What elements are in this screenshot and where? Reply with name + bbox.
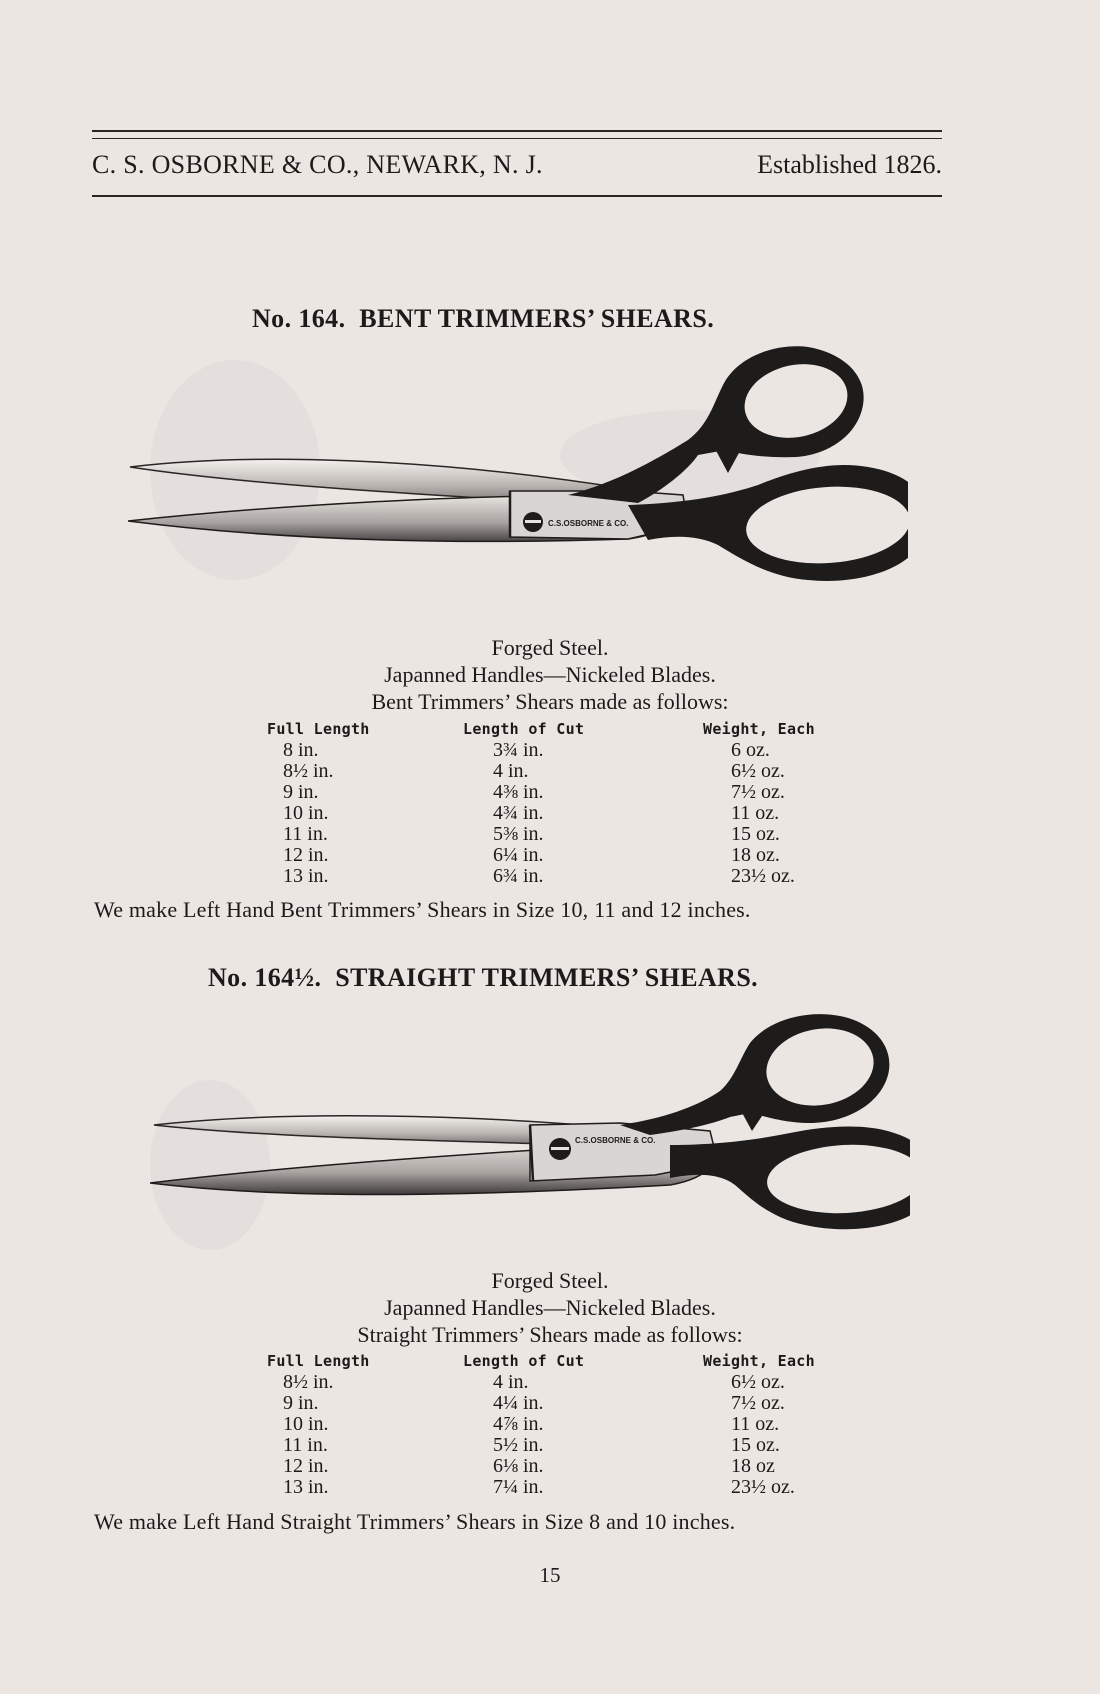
page-number: 15 — [539, 1563, 561, 1587]
stamp-text: C.S.OSBORNE & CO. — [548, 519, 629, 528]
length-of-cut-cell: 4 in. — [493, 760, 529, 782]
description-line: Forged Steel. — [491, 1268, 609, 1293]
weight-cell: 11 oz. — [731, 1413, 780, 1435]
header-rule-top — [92, 130, 942, 132]
table-row — [265, 1393, 881, 1414]
full-length-cell: 13 in. — [283, 865, 329, 887]
straight-shears-illustration — [150, 1013, 910, 1263]
weight-cell: 6 oz. — [731, 739, 770, 761]
weight-cell: 11 oz. — [731, 802, 780, 824]
length-of-cut-cell: 4 in. — [493, 1371, 529, 1393]
full-length-cell: 9 in. — [283, 1392, 319, 1414]
length-of-cut-cell: 4¾ in. — [493, 802, 544, 824]
section-heading-straight — [208, 963, 758, 993]
length-of-cut-cell: 6¼ in. — [493, 844, 544, 866]
weight-cell: 18 oz. — [731, 844, 780, 866]
spec-table-bent — [265, 720, 881, 887]
description-straight — [0, 1267, 1100, 1348]
table-header-row — [265, 1352, 881, 1372]
table-row — [265, 1414, 881, 1435]
description-bent — [0, 634, 1100, 715]
item-title: STRAIGHT TRIMMERS’ SHEARS. — [335, 963, 759, 992]
weight-cell: 7½ oz. — [731, 781, 785, 803]
full-length-cell: 8 in. — [283, 739, 319, 761]
description-line: Bent Trimmers’ Shears made as follows: — [371, 689, 729, 714]
description-line: Japanned Handles—Nickeled Blades. — [384, 662, 716, 687]
full-length-cell: 11 in. — [283, 1434, 328, 1456]
weight-cell: 15 oz. — [731, 1434, 780, 1456]
stamp-text: C.S.OSBORNE & CO. — [575, 1136, 656, 1145]
column-header: Full Length — [267, 720, 370, 738]
full-length-cell: 13 in. — [283, 1476, 329, 1498]
length-of-cut-cell: 6¾ in. — [493, 865, 544, 887]
column-header: Length of Cut — [463, 720, 585, 738]
weight-cell: 18 oz — [731, 1455, 775, 1477]
weight-cell: 7½ oz. — [731, 1392, 785, 1414]
column-header: Full Length — [267, 1352, 370, 1370]
full-length-cell: 10 in. — [283, 1413, 329, 1435]
full-length-cell: 9 in. — [283, 781, 319, 803]
table-row — [265, 845, 881, 866]
full-length-cell: 11 in. — [283, 823, 328, 845]
section-heading-bent — [252, 304, 714, 334]
length-of-cut-cell: 5½ in. — [493, 1434, 544, 1456]
company-name: C. S. OSBORNE & CO., NEWARK, N. J. — [92, 150, 543, 179]
header-rule-bottom — [92, 195, 942, 197]
length-of-cut-cell: 4¼ in. — [493, 1392, 544, 1414]
column-header: Length of Cut — [463, 1352, 585, 1370]
table-row — [265, 761, 881, 782]
length-of-cut-cell: 4⅞ in. — [493, 1413, 544, 1435]
table-row — [265, 1435, 881, 1456]
full-length-cell: 12 in. — [283, 844, 329, 866]
table-row — [265, 1456, 881, 1477]
length-of-cut-cell: 4⅜ in. — [493, 781, 544, 803]
weight-cell: 15 oz. — [731, 823, 780, 845]
weight-cell: 23½ oz. — [731, 1476, 795, 1498]
full-length-cell: 10 in. — [283, 802, 329, 824]
column-header: Weight, Each — [703, 1352, 815, 1370]
left-hand-note-straight: We make Left Hand Straight Trimmers’ Shears in Size 8 and 10 inches. — [94, 1509, 736, 1534]
left-hand-note-bent: We make Left Hand Bent Trimmers’ Shears in Size 10, 11 and 12 inches. — [94, 897, 751, 922]
full-length-cell: 8½ in. — [283, 1371, 334, 1393]
table-row — [265, 1477, 881, 1498]
item-number: No. 164. — [252, 304, 346, 333]
bent-shears-illustration — [128, 345, 908, 615]
length-of-cut-cell: 6⅛ in. — [493, 1455, 544, 1477]
spec-table-straight — [265, 1352, 881, 1498]
length-of-cut-cell: 5⅜ in. — [493, 823, 544, 845]
full-length-cell: 8½ in. — [283, 760, 334, 782]
column-header: Weight, Each — [703, 720, 815, 738]
table-row — [265, 866, 881, 887]
length-of-cut-cell: 7¼ in. — [493, 1476, 544, 1498]
table-row — [265, 803, 881, 824]
description-line: Straight Trimmers’ Shears made as follows: — [357, 1322, 743, 1347]
table-row — [265, 782, 881, 803]
weight-cell: 6½ oz. — [731, 760, 785, 782]
description-line: Japanned Handles—Nickeled Blades. — [384, 1295, 716, 1320]
established-date: Established 1826. — [757, 150, 942, 179]
header-rule-top-thin — [92, 138, 942, 139]
description-line: Forged Steel. — [491, 635, 609, 660]
full-length-cell: 12 in. — [283, 1455, 329, 1477]
item-title: BENT TRIMMERS’ SHEARS. — [359, 304, 715, 333]
table-header-row — [265, 720, 881, 740]
table-row — [265, 740, 881, 761]
table-row — [265, 1372, 881, 1393]
length-of-cut-cell: 3¾ in. — [493, 739, 544, 761]
weight-cell: 6½ oz. — [731, 1371, 785, 1393]
weight-cell: 23½ oz. — [731, 865, 795, 887]
table-row — [265, 824, 881, 845]
item-number: No. 164½. — [208, 963, 322, 992]
